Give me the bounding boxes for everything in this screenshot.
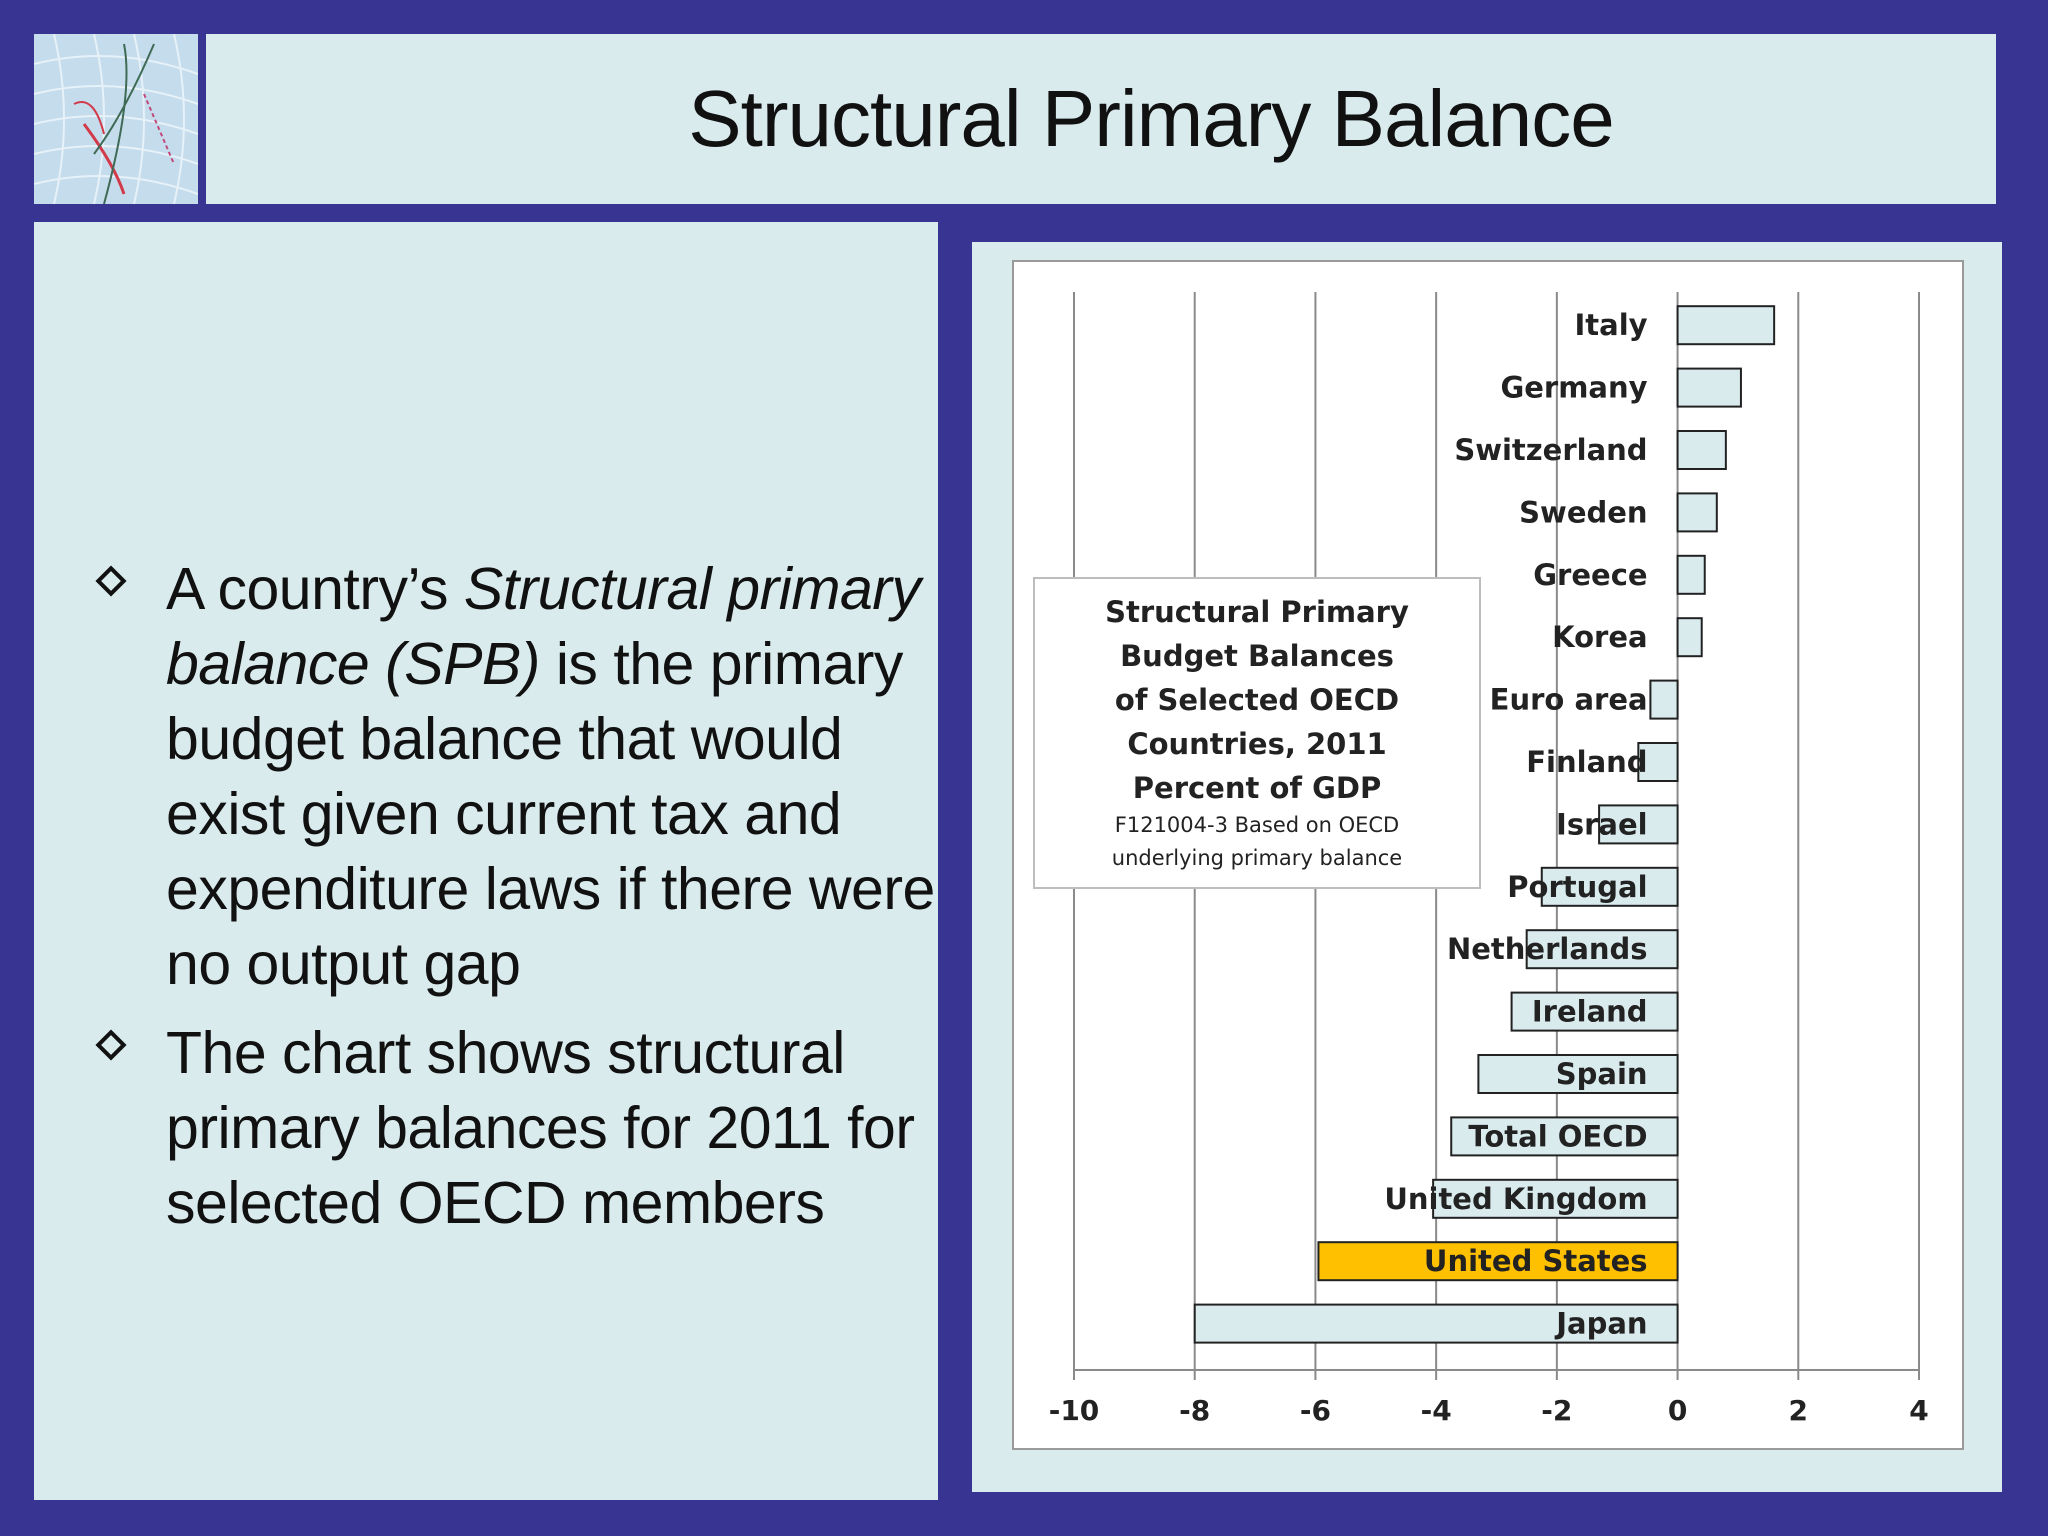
x-tick-label: -8 bbox=[1179, 1394, 1211, 1427]
chart-title-line: Percent of GDP bbox=[1132, 771, 1382, 805]
category-label: Ireland bbox=[1531, 994, 1648, 1029]
category-label: Spain bbox=[1555, 1057, 1648, 1091]
bullet-text-plain: A country’s bbox=[166, 556, 464, 622]
category-label: Israel bbox=[1556, 807, 1648, 842]
bar-switzerland bbox=[1678, 431, 1726, 469]
category-label: Germany bbox=[1500, 370, 1648, 405]
bullet-text-plain: is the primary budget balance that would exist given current tax and expenditure laws if there were no output gap bbox=[166, 631, 935, 997]
chart-frame bbox=[1012, 260, 1964, 1450]
chart-panel bbox=[972, 242, 2002, 1492]
chart-title-line: Countries, 2011 bbox=[1127, 727, 1387, 761]
category-label: United States bbox=[1423, 1244, 1648, 1279]
bullet-text bbox=[166, 1016, 944, 1241]
bar-sweden bbox=[1678, 493, 1717, 531]
category-label: Korea bbox=[1552, 620, 1648, 655]
chart-note-line: F121004-3 Based on OECD bbox=[1114, 813, 1400, 837]
x-tick-label: -10 bbox=[1048, 1394, 1100, 1427]
title-bar bbox=[206, 34, 1996, 204]
chart-title-line: Structural Primary bbox=[1105, 595, 1409, 629]
bar-italy bbox=[1678, 306, 1775, 344]
chart-title-line: of Selected OECD bbox=[1114, 683, 1400, 717]
category-label: Finland bbox=[1526, 745, 1648, 779]
x-tick-label: -4 bbox=[1420, 1394, 1452, 1427]
x-tick-label: 0 bbox=[1667, 1394, 1688, 1427]
bullet-text-plain: The chart shows structural primary balances for 2011 for selected OECD members bbox=[166, 1020, 915, 1236]
bullet-item bbox=[64, 1016, 944, 1241]
bar-korea bbox=[1678, 618, 1702, 656]
chart-note-line: underlying primary balance bbox=[1111, 846, 1403, 870]
category-label: Japan bbox=[1556, 1306, 1648, 1341]
bar-chart bbox=[1014, 262, 1962, 1448]
x-tick-label: 2 bbox=[1788, 1394, 1809, 1427]
category-label: United Kingdom bbox=[1384, 1181, 1648, 1216]
diamond-bullet-icon bbox=[95, 1029, 126, 1060]
category-label: Portugal bbox=[1507, 869, 1648, 904]
category-label: Switzerland bbox=[1454, 433, 1648, 467]
x-tick-label: -2 bbox=[1541, 1394, 1573, 1427]
category-label: Italy bbox=[1574, 308, 1648, 343]
bar-greece bbox=[1678, 556, 1705, 594]
slide-title: Structural Primary Balance bbox=[688, 74, 1614, 163]
category-label: Netherlands bbox=[1446, 932, 1648, 967]
category-label: Total OECD bbox=[1468, 1119, 1648, 1154]
bar-euro-area bbox=[1650, 681, 1677, 719]
x-tick-label: -6 bbox=[1299, 1394, 1331, 1427]
chart-title-line: Budget Balances bbox=[1120, 639, 1394, 673]
text-panel bbox=[34, 222, 938, 1500]
category-label: Greece bbox=[1533, 557, 1648, 592]
globe-logo-icon bbox=[34, 34, 198, 204]
bullet-list bbox=[64, 552, 944, 1255]
logo-image bbox=[34, 34, 198, 204]
bar-germany bbox=[1678, 369, 1741, 407]
bullet-item bbox=[64, 552, 944, 1002]
diamond-bullet-icon bbox=[95, 565, 126, 596]
bullet-text bbox=[166, 552, 944, 1002]
bullet-text-italic: Structural primary balance (SPB) bbox=[166, 556, 921, 697]
x-tick-label: 4 bbox=[1909, 1394, 1929, 1427]
category-label: Sweden bbox=[1519, 495, 1648, 530]
category-label: Euro area bbox=[1489, 682, 1648, 717]
